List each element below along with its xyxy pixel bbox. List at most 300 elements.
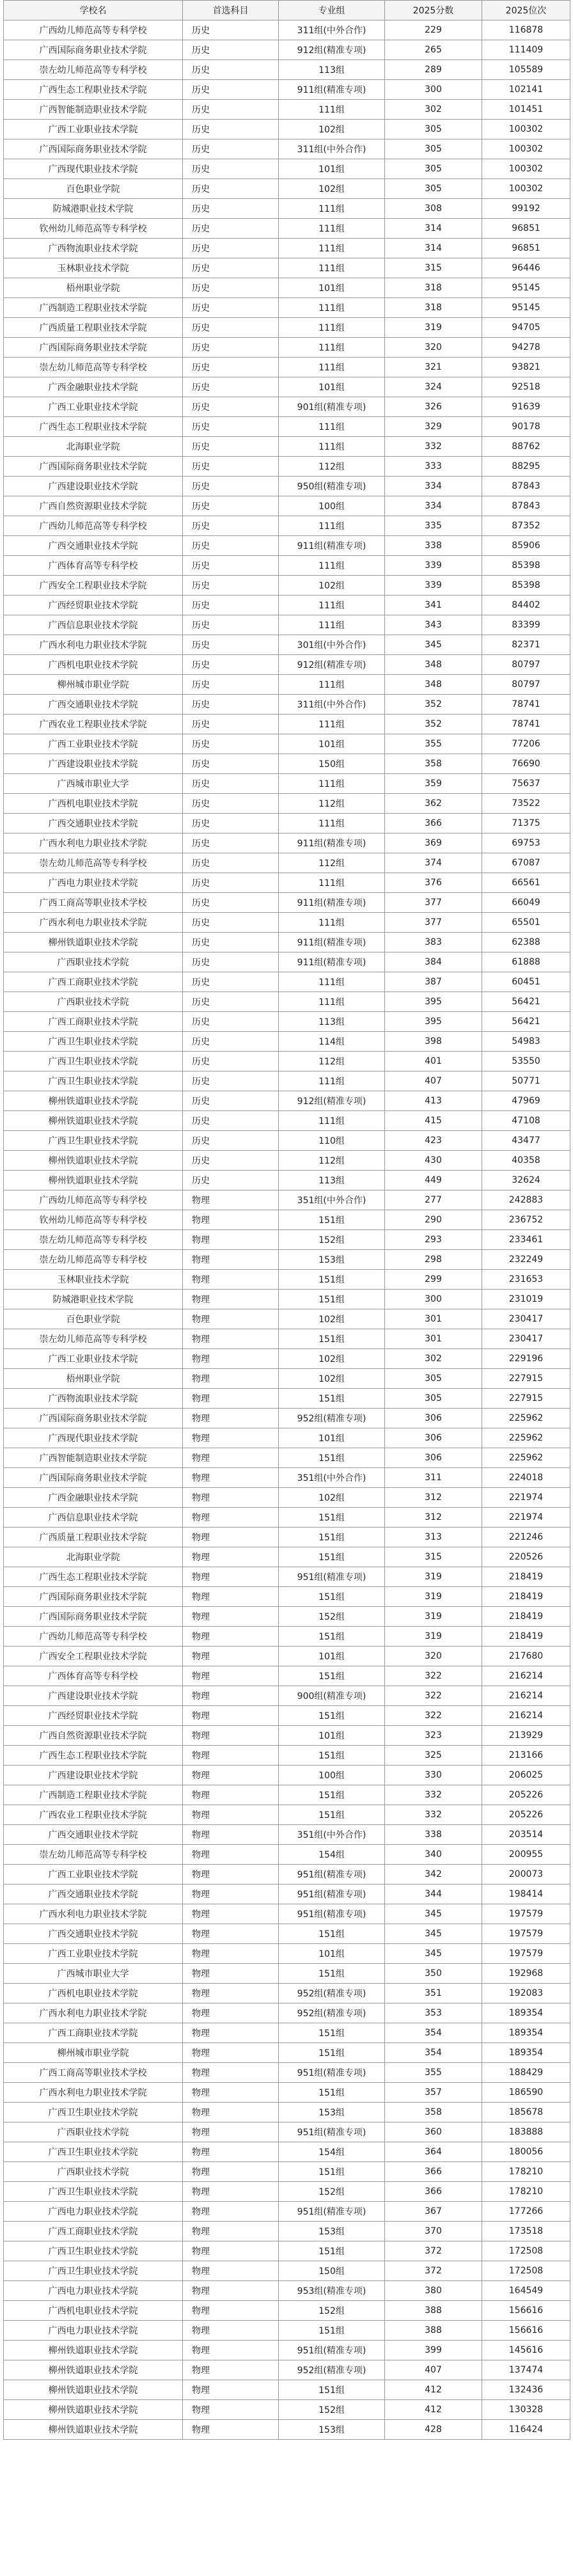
- subject-cell: 历史: [183, 377, 279, 397]
- school-cell: 广西职业技术学院: [4, 992, 183, 1012]
- school-cell: 广西工业职业技术学院: [4, 1349, 183, 1369]
- group-cell: 111组: [279, 258, 385, 278]
- score-cell: 326: [385, 397, 482, 417]
- score-cell: 313: [385, 1528, 482, 1547]
- table-row: [4, 1587, 570, 1607]
- subject-cell: 历史: [183, 1032, 279, 1052]
- subject-cell: 物理: [183, 2142, 279, 2162]
- rank-cell: 67087: [482, 853, 570, 873]
- score-cell: 277: [385, 1190, 482, 1210]
- rank-cell: 203514: [482, 1825, 570, 1845]
- table-row: [4, 596, 570, 615]
- school-cell: 广西卫生职业技术学院: [4, 2261, 183, 2281]
- group-cell: 111组: [279, 1111, 385, 1131]
- subject-cell: 历史: [183, 80, 279, 100]
- rank-cell: 62388: [482, 933, 570, 952]
- school-cell: 广西卫生职业技术学院: [4, 2182, 183, 2202]
- table-row: [4, 1885, 570, 1904]
- school-cell: 广西卫生职业技术学院: [4, 2142, 183, 2162]
- rank-cell: 130328: [482, 2400, 570, 2420]
- group-cell: 952组(精准专项): [279, 1409, 385, 1428]
- rank-cell: 85906: [482, 536, 570, 556]
- score-cell: 318: [385, 278, 482, 298]
- group-cell: 151组: [279, 2162, 385, 2182]
- rank-cell: 85398: [482, 576, 570, 596]
- table-row: [4, 952, 570, 972]
- score-cell: 300: [385, 80, 482, 100]
- school-cell: 广西工业职业技术学院: [4, 734, 183, 754]
- rank-cell: 227915: [482, 1369, 570, 1389]
- score-cell: 350: [385, 1964, 482, 1984]
- score-cell: 300: [385, 1290, 482, 1309]
- table-row: [4, 2182, 570, 2202]
- rank-cell: 94278: [482, 338, 570, 358]
- score-cell: 329: [385, 417, 482, 437]
- school-cell: 广西卫生职业技术学院: [4, 1071, 183, 1091]
- subject-cell: 物理: [183, 1528, 279, 1547]
- header-subject: 首选科目: [183, 1, 279, 20]
- score-cell: 348: [385, 675, 482, 695]
- school-cell: 广西国际商务职业技术学院: [4, 1587, 183, 1607]
- group-cell: 911组(精准专项): [279, 952, 385, 972]
- school-cell: 广西智能制造职业技术学院: [4, 1448, 183, 1468]
- rank-cell: 87843: [482, 496, 570, 516]
- group-cell: 911组(精准专项): [279, 834, 385, 853]
- group-cell: 151组: [279, 2321, 385, 2341]
- group-cell: 150组: [279, 754, 385, 774]
- subject-cell: 物理: [183, 2122, 279, 2142]
- table-row: [4, 1825, 570, 1845]
- rank-cell: 92518: [482, 377, 570, 397]
- group-cell: 151组: [279, 1270, 385, 1290]
- group-cell: 951组(精准专项): [279, 2341, 385, 2360]
- school-cell: 广西经贸职业技术学院: [4, 1706, 183, 1726]
- rank-cell: 230417: [482, 1309, 570, 1329]
- school-cell: 广西职业技术学院: [4, 2162, 183, 2182]
- table-row: [4, 1607, 570, 1627]
- subject-cell: 物理: [183, 1587, 279, 1607]
- school-cell: 广西现代职业技术学院: [4, 159, 183, 179]
- table-row: [4, 2202, 570, 2222]
- table-row: [4, 1924, 570, 1944]
- rank-cell: 80797: [482, 655, 570, 675]
- group-cell: 153组: [279, 2420, 385, 2440]
- group-cell: 151组: [279, 1924, 385, 1944]
- table-row: [4, 675, 570, 695]
- subject-cell: 历史: [183, 1012, 279, 1032]
- school-cell: 柳州铁道职业技术学院: [4, 2400, 183, 2420]
- subject-cell: 物理: [183, 1964, 279, 1984]
- subject-cell: 物理: [183, 1468, 279, 1488]
- score-cell: 319: [385, 318, 482, 338]
- table-row: [4, 377, 570, 397]
- rank-cell: 189354: [482, 2043, 570, 2063]
- subject-cell: 历史: [183, 933, 279, 952]
- rank-cell: 100302: [482, 179, 570, 199]
- score-cell: 369: [385, 834, 482, 853]
- rank-cell: 96851: [482, 239, 570, 258]
- school-cell: 广西卫生职业技术学院: [4, 2103, 183, 2122]
- subject-cell: 历史: [183, 635, 279, 655]
- table-row: [4, 278, 570, 298]
- subject-cell: 历史: [183, 338, 279, 358]
- score-cell: 319: [385, 1607, 482, 1627]
- subject-cell: 物理: [183, 2063, 279, 2083]
- group-cell: 111组: [279, 219, 385, 239]
- group-cell: 151组: [279, 1627, 385, 1647]
- subject-cell: 历史: [183, 754, 279, 774]
- subject-cell: 物理: [183, 1409, 279, 1428]
- subject-cell: 历史: [183, 615, 279, 635]
- group-cell: 111组: [279, 298, 385, 318]
- subject-cell: 历史: [183, 258, 279, 278]
- score-cell: 335: [385, 516, 482, 536]
- school-cell: 广西建设职业技术学院: [4, 1766, 183, 1785]
- school-cell: 柳州铁道职业技术学院: [4, 2341, 183, 2360]
- school-cell: 柳州铁道职业技术学院: [4, 1091, 183, 1111]
- table-row: [4, 2003, 570, 2023]
- group-cell: 112组: [279, 853, 385, 873]
- subject-cell: 历史: [183, 913, 279, 933]
- subject-cell: 物理: [183, 2083, 279, 2103]
- rank-cell: 76690: [482, 754, 570, 774]
- rank-cell: 66049: [482, 893, 570, 913]
- table-row: [4, 2103, 570, 2122]
- rank-cell: 200073: [482, 1865, 570, 1885]
- rank-cell: 56421: [482, 1012, 570, 1032]
- school-cell: 广西建设职业技术学院: [4, 754, 183, 774]
- rank-cell: 66561: [482, 873, 570, 893]
- group-cell: 112组: [279, 457, 385, 477]
- group-cell: 111组: [279, 873, 385, 893]
- school-cell: 广西水利电力职业技术学院: [4, 2003, 183, 2023]
- table-row: [4, 2420, 570, 2440]
- subject-cell: 物理: [183, 1805, 279, 1825]
- rank-cell: 91639: [482, 397, 570, 417]
- school-cell: 北海职业学院: [4, 437, 183, 457]
- rank-cell: 85398: [482, 556, 570, 576]
- score-cell: 358: [385, 2103, 482, 2122]
- subject-cell: 历史: [183, 853, 279, 873]
- rank-cell: 47969: [482, 1091, 570, 1111]
- rank-cell: 242883: [482, 1190, 570, 1210]
- subject-cell: 历史: [183, 139, 279, 159]
- school-cell: 广西职业技术学院: [4, 952, 183, 972]
- table-row: [4, 1230, 570, 1250]
- subject-cell: 历史: [183, 715, 279, 734]
- rank-cell: 218419: [482, 1627, 570, 1647]
- subject-cell: 物理: [183, 1250, 279, 1270]
- score-cell: 412: [385, 2380, 482, 2400]
- rank-cell: 197579: [482, 1944, 570, 1964]
- score-cell: 362: [385, 794, 482, 814]
- school-cell: 广西国际商务职业技术学院: [4, 457, 183, 477]
- group-cell: 111组: [279, 318, 385, 338]
- rank-cell: 60451: [482, 972, 570, 992]
- school-cell: 广西金融职业技术学院: [4, 1488, 183, 1508]
- score-cell: 344: [385, 1885, 482, 1904]
- score-cell: 314: [385, 219, 482, 239]
- rank-cell: 73522: [482, 794, 570, 814]
- score-cell: 299: [385, 1270, 482, 1290]
- score-cell: 334: [385, 477, 482, 496]
- subject-cell: 物理: [183, 2103, 279, 2122]
- group-cell: 151组: [279, 2380, 385, 2400]
- score-cell: 345: [385, 1944, 482, 1964]
- group-cell: 912组(精准专项): [279, 655, 385, 675]
- score-cell: 338: [385, 1825, 482, 1845]
- table-row: [4, 457, 570, 477]
- school-cell: 广西工业职业技术学院: [4, 1944, 183, 1964]
- school-cell: 广西城市职业大学: [4, 1964, 183, 1984]
- school-cell: 广西工业职业技术学院: [4, 397, 183, 417]
- score-cell: 423: [385, 1131, 482, 1151]
- subject-cell: 历史: [183, 60, 279, 80]
- table-row: [4, 2400, 570, 2420]
- group-cell: 912组(精准专项): [279, 1091, 385, 1111]
- table-row: [4, 873, 570, 893]
- group-cell: 151组: [279, 1746, 385, 1766]
- group-cell: 901组(精准专项): [279, 397, 385, 417]
- table-row: [4, 1766, 570, 1785]
- rank-cell: 224018: [482, 1468, 570, 1488]
- score-cell: 370: [385, 2222, 482, 2241]
- rank-cell: 83399: [482, 615, 570, 635]
- score-cell: 323: [385, 1726, 482, 1746]
- subject-cell: 历史: [183, 675, 279, 695]
- group-cell: 151组: [279, 1448, 385, 1468]
- rank-cell: 95145: [482, 298, 570, 318]
- score-cell: 388: [385, 2321, 482, 2341]
- subject-cell: 物理: [183, 1329, 279, 1349]
- table-row: [4, 1012, 570, 1032]
- group-cell: 150组: [279, 2261, 385, 2281]
- subject-cell: 历史: [183, 397, 279, 417]
- group-cell: 111组: [279, 972, 385, 992]
- group-cell: 151组: [279, 1329, 385, 1349]
- subject-cell: 历史: [183, 952, 279, 972]
- rank-cell: 156616: [482, 2321, 570, 2341]
- rank-cell: 188429: [482, 2063, 570, 2083]
- group-cell: 911组(精准专项): [279, 893, 385, 913]
- subject-cell: 历史: [183, 556, 279, 576]
- subject-cell: 物理: [183, 2182, 279, 2202]
- school-cell: 广西体育高等专科学校: [4, 1666, 183, 1686]
- school-cell: 百色职业学院: [4, 1309, 183, 1329]
- rank-cell: 217680: [482, 1647, 570, 1666]
- table-row: [4, 1547, 570, 1567]
- group-cell: 111组: [279, 1071, 385, 1091]
- group-cell: 111组: [279, 615, 385, 635]
- school-cell: 广西交通职业技术学院: [4, 695, 183, 715]
- table-row: [4, 1666, 570, 1686]
- school-cell: 广西水利电力职业技术学院: [4, 635, 183, 655]
- table-row: [4, 972, 570, 992]
- subject-cell: 物理: [183, 2341, 279, 2360]
- score-cell: 343: [385, 615, 482, 635]
- table-row: [4, 258, 570, 278]
- score-cell: 366: [385, 2182, 482, 2202]
- subject-cell: 历史: [183, 496, 279, 516]
- group-cell: 151组: [279, 1547, 385, 1567]
- table-row: [4, 1409, 570, 1428]
- school-cell: 崇左幼儿师范高等专科学校: [4, 1230, 183, 1250]
- group-cell: 112组: [279, 1052, 385, 1071]
- school-cell: 广西工商职业技术学院: [4, 1012, 183, 1032]
- school-cell: 防城港职业技术学院: [4, 199, 183, 219]
- school-cell: 广西国际商务职业技术学院: [4, 1409, 183, 1428]
- school-cell: 崇左幼儿师范高等专科学校: [4, 853, 183, 873]
- group-cell: 301组(中外合作): [279, 635, 385, 655]
- group-cell: 110组: [279, 1131, 385, 1151]
- header-rank: 2025位次: [482, 1, 570, 20]
- table-row: [4, 1984, 570, 2003]
- group-cell: 151组: [279, 1805, 385, 1825]
- subject-cell: 历史: [183, 199, 279, 219]
- table-row: [4, 913, 570, 933]
- subject-cell: 历史: [183, 239, 279, 258]
- table-row: [4, 1627, 570, 1647]
- table-row: [4, 853, 570, 873]
- group-cell: 111组: [279, 675, 385, 695]
- subject-cell: 历史: [183, 179, 279, 199]
- group-cell: 151组: [279, 1666, 385, 1686]
- group-cell: 100组: [279, 496, 385, 516]
- school-cell: 广西国际商务职业技术学院: [4, 1607, 183, 1627]
- table-row: [4, 1111, 570, 1131]
- table-row: [4, 1904, 570, 1924]
- score-cell: 306: [385, 1428, 482, 1448]
- group-cell: 952组(精准专项): [279, 1984, 385, 2003]
- score-cell: 314: [385, 239, 482, 258]
- school-cell: 广西工业职业技术学院: [4, 120, 183, 139]
- school-cell: 柳州铁道职业技术学院: [4, 2420, 183, 2440]
- score-cell: 320: [385, 338, 482, 358]
- score-cell: 330: [385, 1766, 482, 1785]
- subject-cell: 历史: [183, 219, 279, 239]
- group-cell: 152组: [279, 1230, 385, 1250]
- rank-cell: 99192: [482, 199, 570, 219]
- rank-cell: 231019: [482, 1290, 570, 1309]
- score-cell: 355: [385, 2063, 482, 2083]
- group-cell: 152组: [279, 1607, 385, 1627]
- rank-cell: 189354: [482, 2023, 570, 2043]
- rank-cell: 100302: [482, 159, 570, 179]
- subject-cell: 物理: [183, 1309, 279, 1329]
- subject-cell: 历史: [183, 695, 279, 715]
- group-cell: 111组: [279, 774, 385, 794]
- score-cell: 334: [385, 496, 482, 516]
- table-row: [4, 1488, 570, 1508]
- score-cell: 364: [385, 2142, 482, 2162]
- table-row: [4, 1964, 570, 1984]
- subject-cell: 物理: [183, 1230, 279, 1250]
- score-cell: 357: [385, 2083, 482, 2103]
- school-cell: 崇左幼儿师范高等专科学校: [4, 1845, 183, 1865]
- subject-cell: 历史: [183, 972, 279, 992]
- subject-cell: 物理: [183, 1607, 279, 1627]
- score-cell: 308: [385, 199, 482, 219]
- rank-cell: 227915: [482, 1389, 570, 1409]
- group-cell: 111组: [279, 913, 385, 933]
- school-cell: 广西交通职业技术学院: [4, 814, 183, 834]
- rank-cell: 96851: [482, 219, 570, 239]
- score-cell: 401: [385, 1052, 482, 1071]
- subject-cell: 物理: [183, 2400, 279, 2420]
- group-cell: 151组: [279, 1706, 385, 1726]
- school-cell: 梧州职业学院: [4, 1369, 183, 1389]
- group-cell: 900组(精准专项): [279, 1686, 385, 1706]
- school-cell: 广西工业职业技术学院: [4, 1865, 183, 1885]
- school-cell: 广西职业技术学院: [4, 2122, 183, 2142]
- subject-cell: 物理: [183, 1508, 279, 1528]
- rank-cell: 218419: [482, 1607, 570, 1627]
- score-cell: 319: [385, 1567, 482, 1587]
- rank-cell: 84402: [482, 596, 570, 615]
- school-cell: 广西金融职业技术学院: [4, 377, 183, 397]
- group-cell: 151组: [279, 1389, 385, 1409]
- subject-cell: 历史: [183, 159, 279, 179]
- score-cell: 341: [385, 596, 482, 615]
- group-cell: 112组: [279, 1151, 385, 1171]
- score-cell: 324: [385, 377, 482, 397]
- group-cell: 912组(精准专项): [279, 40, 385, 60]
- school-cell: 广西交通职业技术学院: [4, 536, 183, 556]
- score-cell: 449: [385, 1171, 482, 1190]
- rank-cell: 100302: [482, 139, 570, 159]
- table-row: [4, 1171, 570, 1190]
- header-group: 专业组: [279, 1, 385, 20]
- subject-cell: 历史: [183, 100, 279, 120]
- subject-cell: 物理: [183, 2023, 279, 2043]
- school-cell: 广西幼儿师范高等专科学校: [4, 1627, 183, 1647]
- table-row: [4, 1686, 570, 1706]
- subject-cell: 物理: [183, 2420, 279, 2440]
- score-cell: 305: [385, 179, 482, 199]
- school-cell: 广西交通职业技术学院: [4, 1924, 183, 1944]
- rank-cell: 221974: [482, 1508, 570, 1528]
- subject-cell: 历史: [183, 1131, 279, 1151]
- score-cell: 302: [385, 1349, 482, 1369]
- rank-cell: 61888: [482, 952, 570, 972]
- score-cell: 290: [385, 1210, 482, 1230]
- table-row: [4, 1309, 570, 1329]
- rank-cell: 192083: [482, 1984, 570, 2003]
- school-cell: 防城港职业技术学院: [4, 1290, 183, 1309]
- group-cell: 111组: [279, 992, 385, 1012]
- rank-cell: 213166: [482, 1746, 570, 1766]
- school-cell: 广西国际商务职业技术学院: [4, 40, 183, 60]
- subject-cell: 历史: [183, 1052, 279, 1071]
- header-score: 2025分数: [385, 1, 482, 20]
- subject-cell: 物理: [183, 2043, 279, 2063]
- table-row: [4, 1151, 570, 1171]
- subject-cell: 物理: [183, 1845, 279, 1865]
- group-cell: 151组: [279, 1964, 385, 1984]
- subject-cell: 物理: [183, 2281, 279, 2301]
- group-cell: 151组: [279, 1587, 385, 1607]
- school-cell: 柳州铁道职业技术学院: [4, 1151, 183, 1171]
- school-cell: 广西交通职业技术学院: [4, 1885, 183, 1904]
- score-cell: 395: [385, 992, 482, 1012]
- group-cell: 154组: [279, 2142, 385, 2162]
- rank-cell: 216214: [482, 1666, 570, 1686]
- school-cell: 广西幼儿师范高等专科学校: [4, 1190, 183, 1210]
- score-cell: 332: [385, 437, 482, 457]
- group-cell: 951组(精准专项): [279, 2063, 385, 2083]
- group-cell: 151组: [279, 1528, 385, 1547]
- rank-cell: 178210: [482, 2162, 570, 2182]
